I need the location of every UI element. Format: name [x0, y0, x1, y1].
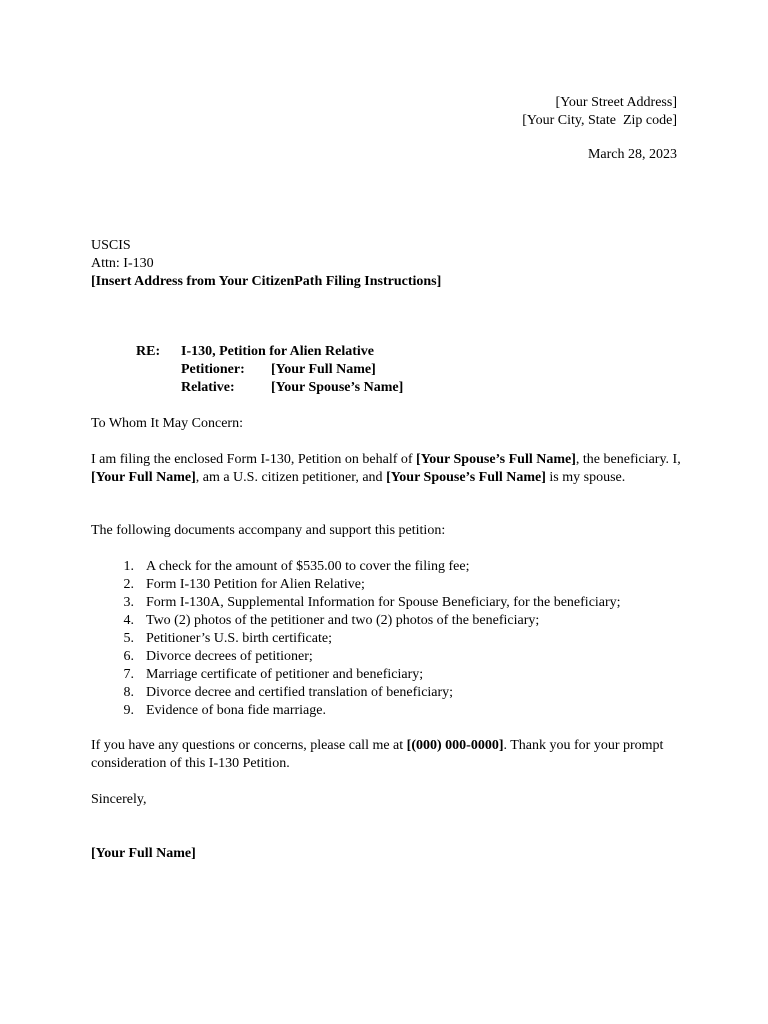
signature-name: [Your Full Name]	[91, 846, 196, 861]
sender-street: [Your Street Address]	[555, 95, 677, 110]
list-item-number: 3.	[123, 595, 134, 610]
list-item	[91, 684, 621, 702]
re-label: RE:	[136, 344, 161, 359]
documents-list	[91, 558, 621, 720]
sender-address	[522, 94, 677, 130]
list-item	[91, 612, 621, 630]
contact-text-2: . Thank you for your prompt consideration of this I-130 Petition.	[91, 738, 664, 771]
list-item	[91, 558, 621, 576]
sender-city: [Your City, State Zip code]	[522, 113, 677, 128]
petitioner-label: Petitioner:	[181, 362, 245, 377]
salutation: To Whom It May Concern:	[91, 416, 243, 431]
list-item-text: Form I-130A, Supplemental Information for Spouse Beneficiary, for the beneficiary;	[146, 595, 621, 610]
list-item-number: 6.	[123, 649, 134, 664]
contact-phone: [(000) 000-0000]	[406, 738, 504, 753]
recipient-address	[91, 237, 441, 291]
intro-text-2: , the beneficiary. I,	[575, 452, 681, 467]
list-item-text: Two (2) photos of the petitioner and two (2) photos of the beneficiary;	[146, 613, 540, 628]
list-item-text: Form I-130 Petition for Alien Relative;	[146, 577, 365, 592]
intro-spouse-name-1: [Your Spouse’s Full Name]	[416, 452, 576, 467]
intro-paragraph	[91, 451, 681, 487]
intro-spouse-name-2: [Your Spouse’s Full Name]	[386, 470, 546, 485]
recipient-line-2: Attn: I-130	[91, 256, 154, 271]
list-item	[91, 576, 621, 594]
list-item	[91, 702, 621, 720]
re-block	[136, 343, 403, 397]
closing: Sincerely,	[91, 792, 147, 807]
list-item-text: Divorce decree and certified translation of beneficiary;	[146, 685, 454, 700]
list-item-number: 4.	[123, 613, 134, 628]
list-item	[91, 630, 621, 648]
list-item	[91, 648, 621, 666]
list-item-text: Divorce decrees of petitioner;	[146, 649, 313, 664]
intro-text-3: , am a U.S. citizen petitioner, and	[195, 470, 387, 485]
list-item-number: 9.	[123, 703, 134, 718]
list-item-number: 8.	[123, 685, 134, 700]
list-item-number: 1.	[123, 559, 134, 574]
contact-text-1: If you have any questions or concerns, please call me at	[91, 738, 407, 753]
list-item-text: Petitioner’s U.S. birth certificate;	[146, 631, 332, 646]
re-subject: I-130, Petition for Alien Relative	[181, 344, 374, 359]
letter-date: March 28, 2023	[587, 147, 677, 162]
list-item	[91, 666, 621, 684]
recipient-line-1: USCIS	[91, 238, 131, 253]
intro-text-4: is my spouse.	[545, 470, 626, 485]
recipient-line-3: [Insert Address from Your CitizenPath Filing Instructions]	[91, 274, 442, 289]
list-item-number: 5.	[123, 631, 134, 646]
relative-value: [Your Spouse’s Name]	[271, 380, 404, 395]
list-item	[91, 594, 621, 612]
documents-intro: The following documents accompany and support this petition:	[91, 523, 446, 538]
list-item-number: 2.	[123, 577, 134, 592]
intro-full-name: [Your Full Name]	[91, 470, 196, 485]
list-item-number: 7.	[123, 667, 134, 682]
relative-label: Relative:	[181, 380, 235, 395]
list-item-text: Marriage certificate of petitioner and beneficiary;	[146, 667, 424, 682]
intro-text-1: I am filing the enclosed Form I-130, Petition on behalf of	[91, 452, 417, 467]
list-item-text: Evidence of bona fide marriage.	[146, 703, 326, 718]
contact-paragraph	[91, 737, 681, 773]
list-item-text: A check for the amount of $535.00 to cover the filing fee;	[146, 559, 470, 574]
petitioner-value: [Your Full Name]	[271, 362, 376, 377]
